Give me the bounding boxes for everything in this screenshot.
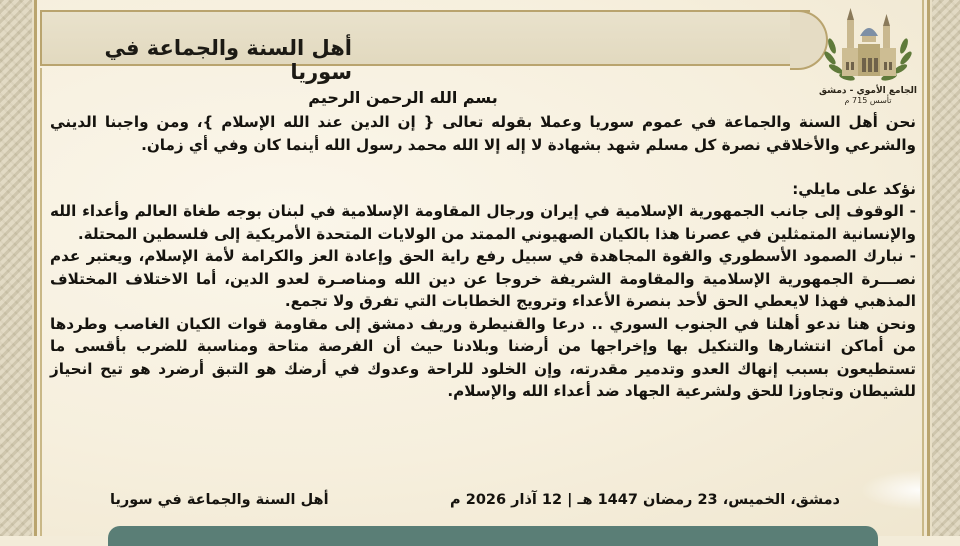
ornamental-border-right: [927, 0, 960, 536]
statement-body: [50, 88, 916, 403]
umayyad-mosque-icon: [820, 6, 916, 88]
point-1: - الوقوف إلى جانب الجمهورية الإسلامية في إيران ورجال المقاومة الإسلامية في لبنان بوجه طغاة العالم وأعداء الله والإنسانية المتمثلين في عصرنا هذا بالكيان الصهيوني الممتد من الولايات المتحدة الأمريكية إلى فلسطين المحتلة.: [50, 202, 916, 243]
light-glare: [860, 470, 920, 510]
frame-line-left: [40, 68, 42, 536]
call-paragraph: ونحن هنا ندعو أهلنا في الجنوب السوري .. درعا والقنيطرة وريف دمشق إلى مقاومة قوات الكيان الغاصب وطردها من أماكن انتشارها والتنكيل بها وإخراجها من أرضنا وبلادنا حيث أن الفرصة متاحة ومناسبة للضرب بأقسى ما تستطيعون بسبب إنهاك العدو وتدمير مقدرته، وإن الخلود للراحة وعدوك في أرضك هو التبق أرضرد هو تيح انحياز للشيطان وتجاوزا للحق ولشرعية الجهاد ضد أعداء الله والإسلام.: [50, 314, 916, 400]
logo-name: الجامع الأموي - دمشق: [819, 86, 917, 96]
header-title: أهل السنة والجماعة في سوريا: [104, 36, 352, 84]
statement-date: دمشق، الخميس، 23 رمضان 1447 هـ | 12 آذار 2026 م: [450, 492, 840, 508]
frame-line-right: [922, 0, 924, 536]
footer: [110, 492, 840, 508]
header-banner: [40, 10, 810, 84]
logo-founded: تأسس 715 م: [844, 96, 892, 105]
signature: أهل السنة والجماعة في سوريا: [110, 492, 329, 508]
affirm-heading: نؤكد على مايلي:: [792, 180, 916, 198]
bottom-teal-bar: [108, 526, 878, 546]
ornamental-border-left: [0, 0, 37, 536]
point-2: - نبارك الصمود الأسطوري والقوة المجاهدة في سبيل رفع راية الحق وإعادة العز والكرامة لأمة الإسلام، ويعتبر عدم نصـــرة الجمهورية الإسلامية والمقاومة الشريفة خروجا عن دين الله ومناصـرة لعدو الدين، أما الاختلاف المختلاف المذهبي فهذا لايعطي الحق لأحد بنصرة الأعداء وترويج الخطابات التي تفرق ولا تجمع.: [50, 247, 916, 310]
basmala: بسم الله الرحمن الرحيم: [308, 88, 498, 107]
intro-paragraph: نحن أهل السنة والجماعة في عموم سوريا وعملا بقوله تعالى { إن الدين عند الله الإسلام }، ومن واجبنا الديني والشرعي والأخلاقي نصرة كل مسلم شهد بشهادة لا إله إلا الله محمد رسول الله أينما كان وفي أي زمان.: [50, 113, 916, 154]
